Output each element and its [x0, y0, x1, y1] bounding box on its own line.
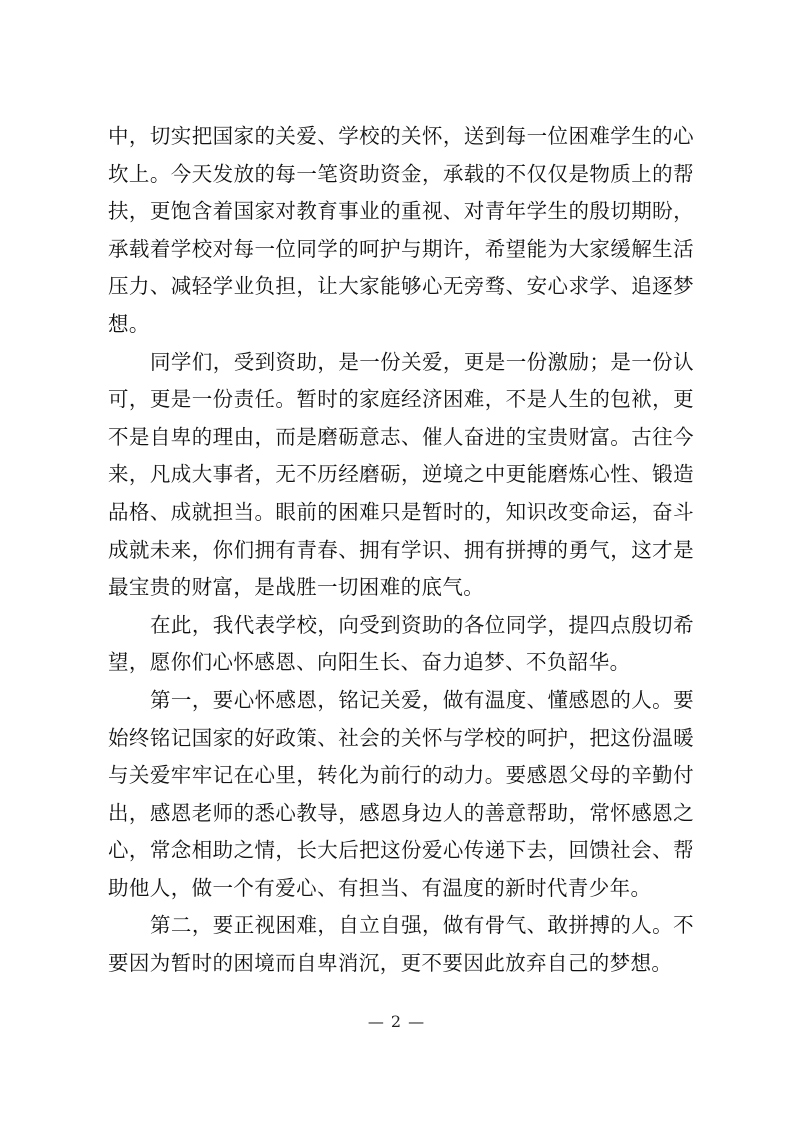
paragraph-point-two: 第二，要正视困难，自立自强，做有骨气、敢拼搏的人。不要因为暂时的困境而自卑消沉，更不要因此放弃自己的梦想。	[108, 913, 694, 976]
paragraph-encouragement: 同学们，受到资助，是一份关爱，更是一份激励；是一份认可，更是一份责任。暂时的家庭经济困难，不是人生的包袱，更不是自卑的理由，而是磨砺意志、催人奋进的宝贵财富。古往今来，凡成大事者，无不历经磨砺，逆境之中更能磨炼心性、锻造品格、成就担当。眼前的困难只是暂时的，知识改变命运，奋斗成就未来，你们拥有青春、拥有学识、拥有拼搏的勇气，这才是最宝贵的财富，是战胜一切困难的底气。	[108, 349, 694, 600]
paragraph-continuation: 中，切实把国家的关爱、学校的关怀，送到每一位困难学生的心坎上。今天发放的每一笔资助资金，承载的不仅仅是物质上的帮扶，更饱含着国家对教育事业的重视、对青年学生的殷切期盼，承载着学校对每一位同学的呵护与期许，希望能为大家缓解生活压力、减轻学业负担，让大家能够心无旁骛、安心求学、追逐梦想。	[108, 124, 694, 336]
page-number: — 2 —	[367, 1012, 426, 1031]
paragraph-point-one: 第一，要心怀感恩，铭记关爱，做有温度、懂感恩的人。要始终铭记国家的好政策、社会的关怀与学校的呵护，把这份温暖与关爱牢牢记在心里，转化为前行的动力。要感恩父母的辛勤付出，感恩老师的悉心教导，感恩身边人的善意帮助，常怀感恩之心，常念相助之情，长大后把这份爱心传递下去，回馈社会、帮助他人，做一个有爱心、有担当、有温度的新时代青少年。	[108, 687, 694, 900]
paragraph-four-hopes: 在此，我代表学校，向受到资助的各位同学，提四点殷切希望，愿你们心怀感恩、向阳生长、奋力追梦、不负韶华。	[108, 612, 694, 675]
body-text	[108, 118, 694, 983]
